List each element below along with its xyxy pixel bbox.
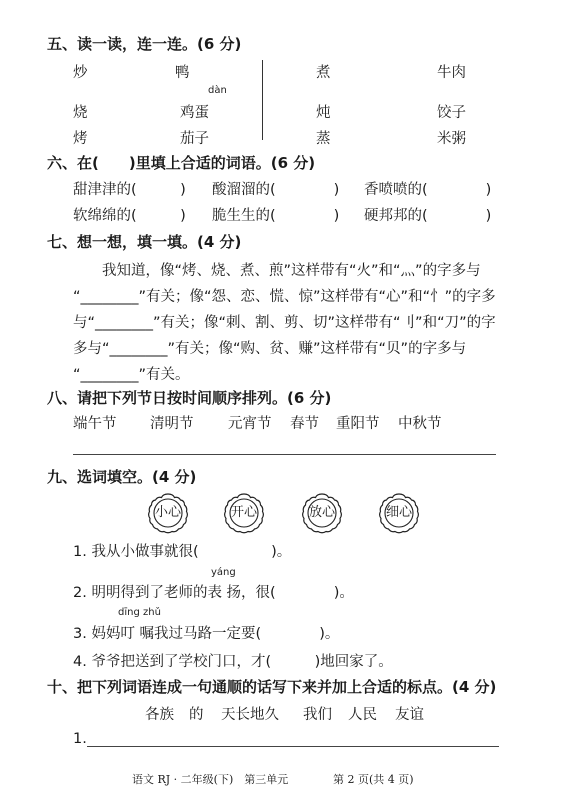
s5-left-word-1: 鸭 <box>175 65 190 81</box>
s6-blank-4[interactable]: 软绵绵的( ) <box>73 208 186 224</box>
s8-festival-6: 中秋节 <box>398 416 442 432</box>
flower-word-3: 放心 <box>308 505 335 520</box>
s8-festival-2: 清明节 <box>150 416 194 432</box>
s5-left-char-1: 炒 <box>73 65 88 81</box>
s7-line-3[interactable]: 与“________”有关；像“刺、割、剪、切”这样带有“刂”和“刀”的字 <box>73 315 496 331</box>
footer-page-number: 第 2 页(共 4 页) <box>333 773 414 786</box>
s6-blank-6[interactable]: 硬邦邦的( ) <box>364 208 492 224</box>
s6-blank-2[interactable]: 酸溜溜的( ) <box>212 182 340 198</box>
s9-question-2[interactable]: 2. 明明得到了老师的表 扬，很( )。 <box>73 585 354 601</box>
s5-right-char-3: 蒸 <box>316 131 331 147</box>
s8-festival-3: 元宵节 <box>228 416 272 432</box>
s5-right-word-1: 牛肉 <box>437 65 466 81</box>
s5-right-word-2: 饺子 <box>437 105 466 121</box>
flower-word-1: 小心 <box>154 505 181 520</box>
s10-question-1: 1. <box>73 731 87 747</box>
s10-word-6: 友谊 <box>395 707 424 723</box>
s9-question-1[interactable]: 1. 我从小做事就很( )。 <box>73 544 292 560</box>
word-flower-4 <box>377 491 421 535</box>
s7-line-4[interactable]: 多与“________”有关；像“购、贫、赚”这样带有“贝”的字多与 <box>73 341 467 357</box>
s10-word-4: 我们 <box>303 707 332 723</box>
s8-answer-line[interactable] <box>73 454 496 455</box>
s6-blank-1[interactable]: 甜津津的( ) <box>73 182 186 198</box>
s9-question-3[interactable]: 3. 妈妈叮 嘱我过马路一定要( )。 <box>73 626 340 642</box>
s5-right-word-3: 米粥 <box>437 131 466 147</box>
flower-word-2: 开心 <box>230 505 257 520</box>
section8-title: 八、请把下列节日按时间顺序排列。(6 分) <box>47 389 332 407</box>
s5-left-char-2: 烧 <box>73 105 88 121</box>
s7-line-1: 我知道，像“烤、烧、煮、煎”这样带有“火”和“灬”的字多与 <box>102 263 481 279</box>
s7-line-5[interactable]: “________”有关。 <box>73 367 190 383</box>
s10-word-3: 天长地久 <box>221 707 279 723</box>
footer-subject: 语文 RJ · 二年级(下) 第三单元 <box>132 773 289 786</box>
s6-blank-5[interactable]: 脆生生的( ) <box>212 208 340 224</box>
s5-left-char-3: 烤 <box>73 131 88 147</box>
s5-pinyin-dan: dàn <box>208 85 227 96</box>
s9-pinyin-yang: yáng <box>211 567 236 578</box>
section6-title: 六、在( )里填上合适的词语。(6 分) <box>47 154 316 172</box>
word-flower-3 <box>300 491 344 535</box>
s10-answer-line[interactable] <box>87 746 499 747</box>
flower-word-4: 细心 <box>385 505 412 520</box>
s5-left-word-2: 鸡蛋 <box>180 105 209 121</box>
word-flower-1 <box>146 491 190 535</box>
s5-right-char-2: 炖 <box>316 105 331 121</box>
s7-line-2[interactable]: “________”有关；像“怨、恋、慌、惊”这样带有“心”和“忄”的字多 <box>73 289 496 305</box>
section10-title: 十、把下列词语连成一句通顺的话写下来并加上合适的标点。(4 分) <box>47 678 497 696</box>
s6-blank-3[interactable]: 香喷喷的( ) <box>364 182 492 198</box>
s5-right-char-1: 煮 <box>316 65 331 81</box>
section7-title: 七、想一想，填一填。(4 分) <box>47 233 242 251</box>
s9-question-4[interactable]: 4. 爷爷把送到了学校门口，才( )地回家了。 <box>73 654 393 670</box>
s10-word-1: 各族 <box>145 707 174 723</box>
s5-left-word-3: 茄子 <box>180 131 209 147</box>
s5-divider <box>262 60 263 140</box>
s9-pinyin-dingzhu: dīng zhǔ <box>118 607 161 618</box>
word-flower-2 <box>222 491 266 535</box>
s8-festival-4: 春节 <box>290 416 319 432</box>
s10-word-5: 人民 <box>348 707 377 723</box>
s8-festival-1: 端午节 <box>73 416 117 432</box>
s8-festival-5: 重阳节 <box>336 416 380 432</box>
s10-word-2: 的 <box>189 707 204 723</box>
section9-title: 九、选词填空。(4 分) <box>47 468 197 486</box>
section5-title: 五、读一读，连一连。(6 分) <box>47 35 242 53</box>
